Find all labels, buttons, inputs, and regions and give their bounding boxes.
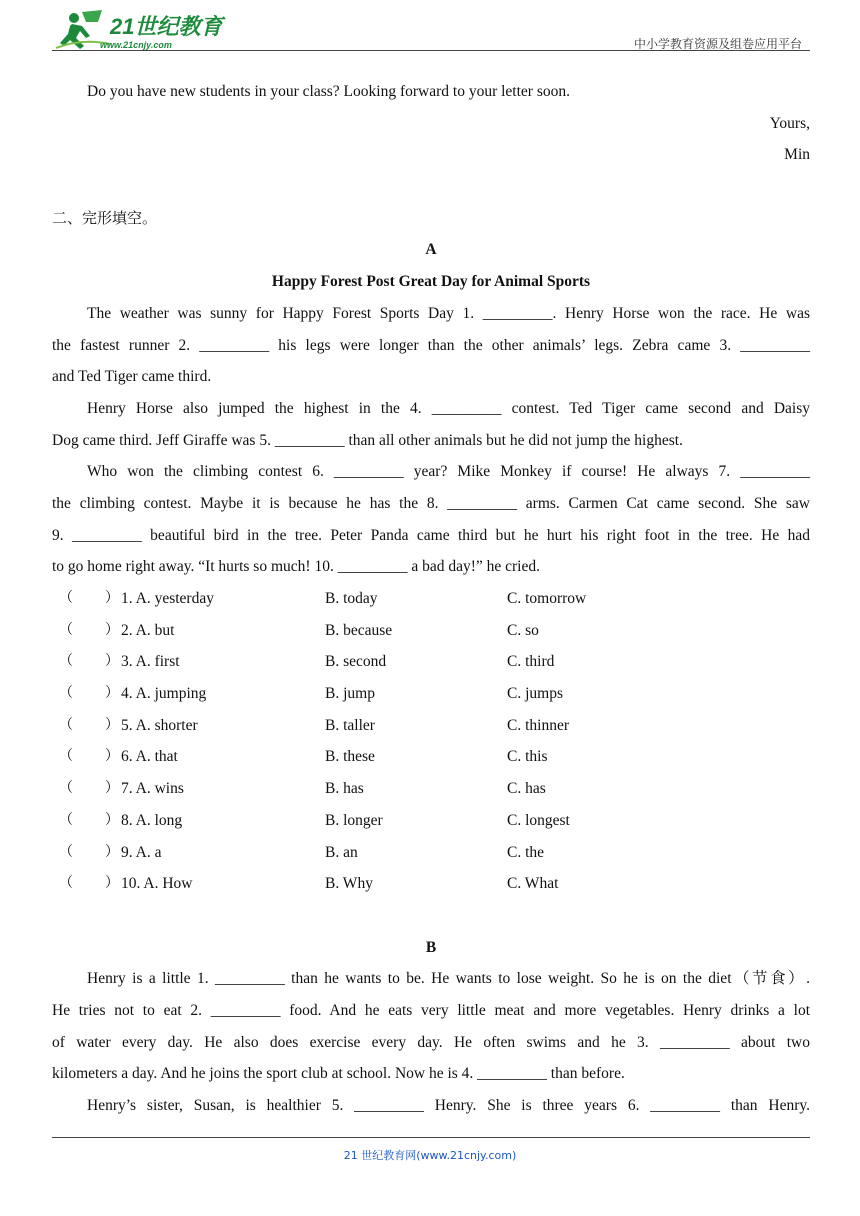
site-logo [52,8,222,52]
answer-paren-open: （ [59,716,73,733]
option-a: 7. A. wins [121,780,184,798]
option-b: B. has [325,780,364,798]
passage-a-line: and Ted Tiger came third. [52,368,212,386]
spacer [52,900,810,932]
option-c: C. What [507,875,559,893]
passage-a-line: Henry Horse also jumped the highest in the 4. _________ contest. Ted Tiger came second and Daisy [87,399,810,417]
passage-a-title: Happy Forest Post Great Day for Animal Sports [271,273,591,291]
answer-paren-close: ） [105,780,119,797]
option-c: C. the [507,843,545,861]
option-a: 4. A. jumping [121,685,207,703]
footer-link[interactable]: 21 世纪教育网(www.21cnjy.com) [343,1149,517,1162]
answer-paren-open: （ [59,748,73,765]
option-c: C. longest [507,811,570,829]
passage-b-line: He tries not to eat 2. _________ food. And he eats very little meat and more vegetables. Henry drinks a lot [52,1001,810,1019]
passage-b-label: B [425,938,437,956]
answer-paren-open: （ [59,590,73,606]
answer-paren-open: （ [59,780,73,797]
passage-b-line: Henry’s sister, Susan, is healthier 5. _________ Henry. She is three years 6. _________ than Henry. [87,1097,810,1114]
passage-a-line: the climbing contest. Maybe it is because he has the 8. _________ arms. Carmen Cat came second. She saw [52,494,810,512]
option-b: B. taller [325,716,375,734]
option-b: B. longer [325,811,383,829]
option-a: 6. A. that [121,748,178,766]
option-row [52,868,810,900]
option-row [52,615,810,647]
option-a: 2. A. but [121,621,175,639]
answer-paren-close: ） [105,685,119,702]
answer-paren-close: ） [105,590,119,606]
answer-paren-close: ） [105,843,119,860]
option-c: C. jumps [507,685,563,703]
platform-label: 中小学教育资源及组卷应用平台 [633,37,802,51]
option-c: C. so [507,621,539,639]
option-b: B. second [325,653,387,671]
option-c: C. third [507,653,555,671]
section-title: 二、完形填空。 [52,208,158,227]
passage-a-line: Dog came third. Jeff Giraffe was 5. _________ than all other animals but he did not jump the highest. [52,431,683,449]
logo-text: 21世纪教育 [110,14,223,39]
answer-paren-open: （ [59,685,73,702]
letter-yours: Yours, [769,114,810,132]
option-a: 5. A. shorter [121,716,198,734]
option-row [52,678,810,710]
passage-a-line: The weather was sunny for Happy Forest Sports Day 1. _________. Henry Horse won the race. He was [87,304,810,322]
letter-closing: Do you have new students in your class? Looking forward to your letter soon. [87,83,570,100]
passage-a-line: the fastest runner 2. _________ his legs were longer than the other animals’ legs. Zebra came 3. _________ [52,336,810,354]
answer-paren-close: ） [105,716,119,733]
option-a: 8. A. long [121,811,183,829]
option-b: B. Why [325,875,373,893]
letter-signature: Min [784,146,810,164]
answer-paren-open: （ [59,843,73,860]
passage-a-line: 9. _________ beautiful bird in the tree. Peter Panda came third but he hurt his right foot in the tree. He had [52,526,810,544]
answer-paren-close: ） [105,875,119,892]
option-c: C. this [507,748,548,766]
option-b: B. an [325,843,358,861]
passage-b-line: Henry is a little 1. _________ than he wants to be. He wants to lose weight. So he is on the diet（节食）. [87,970,810,988]
answer-paren-close: ） [105,653,119,670]
passage-a-line: to go home right away. “It hurts so much! 10. _________ a bad day!” he cried. [52,558,540,576]
passage-b-line: kilometers a day. And he joins the sport club at school. Now he is 4. _________ than before. [52,1065,625,1083]
answer-paren-open: （ [59,875,73,892]
passage-a-label: A [425,241,437,259]
options-list [52,583,810,900]
option-row [52,583,810,615]
answer-paren-open: （ [59,621,73,638]
header-divider [52,50,810,51]
spacer [52,171,810,203]
option-b: B. jump [325,685,375,703]
option-c: C. tomorrow [507,590,587,607]
option-a: 10. A. How [121,875,193,893]
option-row [52,710,810,742]
option-a: 3. A. first [121,653,180,671]
answer-paren-close: ） [105,621,119,638]
option-row [52,773,810,805]
answer-paren-open: （ [59,811,73,828]
option-row [52,837,810,869]
answer-paren-open: （ [59,653,73,670]
option-row [52,805,810,837]
option-b: B. today [325,590,378,607]
passage-b-line: of water every day. He also does exercise every day. He often swims and he 3. _________ about two [52,1033,810,1051]
option-b: B. these [325,748,375,766]
answer-paren-close: ） [105,811,119,828]
document-body [52,76,810,1122]
option-b: B. because [325,621,393,639]
option-row [52,741,810,773]
option-c: C. thinner [507,716,569,734]
passage-a-line: Who won the climbing contest 6. _________ year? Mike Monkey if course! He always 7. _________ [87,463,810,481]
logo-url: www.21cnjy.com [100,40,172,50]
option-a: 1. A. yesterday [121,590,214,607]
option-c: C. has [507,780,546,798]
page-header [52,8,810,52]
option-a: 9. A. a [121,843,162,861]
answer-paren-close: ） [105,748,119,765]
option-row [52,646,810,678]
footer-divider [52,1137,810,1138]
